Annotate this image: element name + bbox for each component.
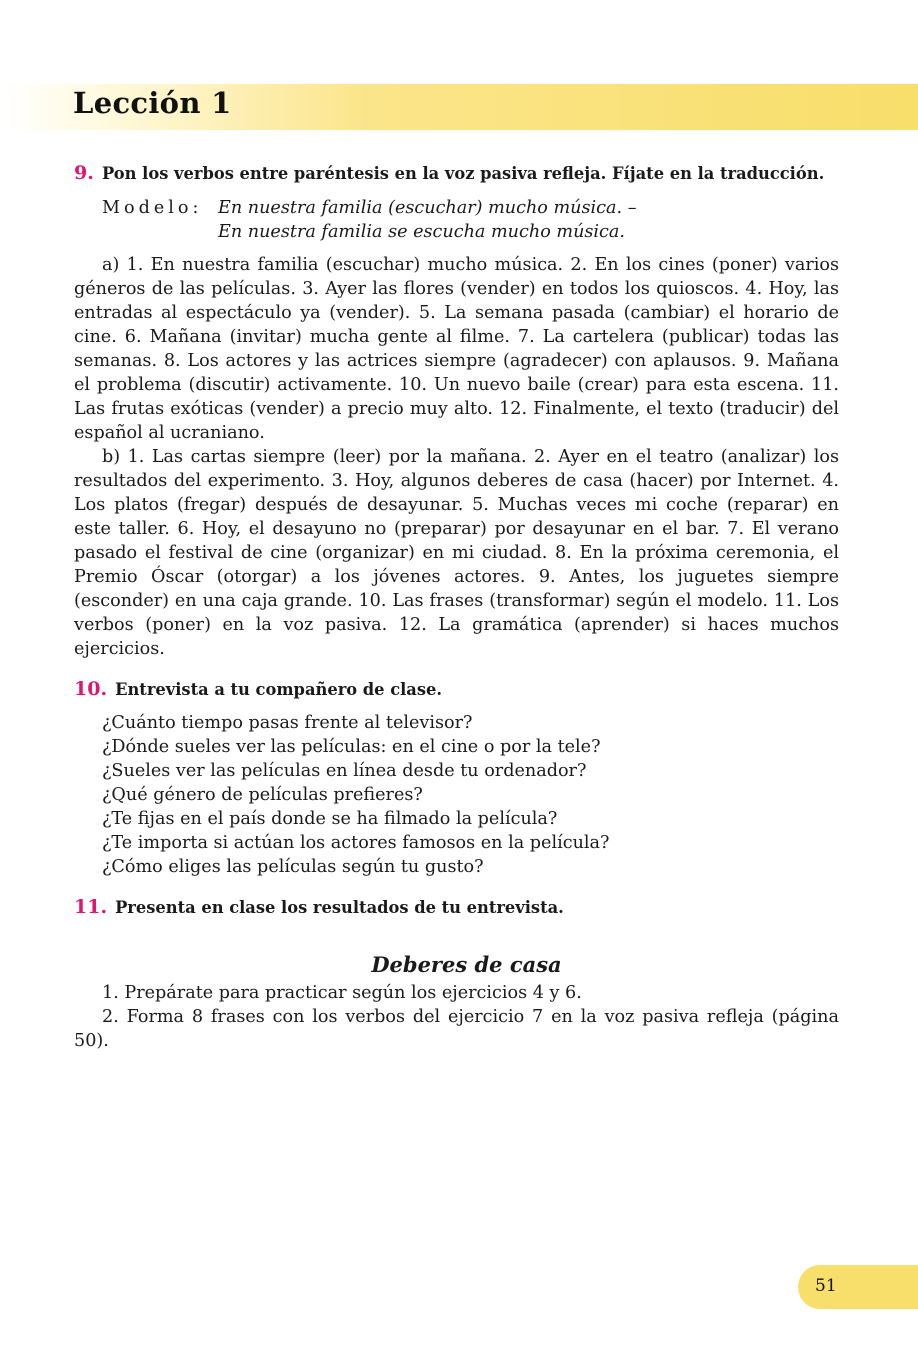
question-item: ¿Te fijas en el país donde se ha filmado la película? [102, 809, 558, 829]
model-label: Modelo: [102, 198, 203, 218]
exercise-instruction: Pon los verbos entre paréntesis en la voz pasiva refleja. Fíjate en la traducción. [102, 164, 825, 183]
model-line: En nuestra familia (escuchar) mucho música. – [218, 198, 637, 218]
question-item: ¿Sueles ver las películas en línea desde tu ordenador? [102, 761, 587, 781]
model-line: En nuestra familia se escucha mucho música. [218, 222, 625, 242]
exercise-9-heading [74, 162, 839, 185]
exercise-number: 9. [74, 162, 94, 184]
homework-title: Deberes de casa [371, 952, 562, 977]
exercise-9-part-b: b) 1. Las cartas siempre (leer) por la mañana. 2. Ayer en el teatro (analizar) los resultados del experimento. 3. Hoy, algunos deberes de casa (hacer) por Internet. 4. Los platos (fregar) después de desayunar. 5. Muchas veces mi coche (reparar) en este taller. 6. Hoy, el desayuno no (preparar) por desayunar en el bar. 7. El verano pasado el festival de cine (organizar) en mi ciudad. 8. En la próxima ceremonia, el Premio Óscar (otorgar) a los jóvenes actores. 9. Antes, los juguetes siempre (esconder) en una caja grande. 10. Las frases (transformar) según el modelo. 11. Los verbos (poner) en la voz pasiva. 12. La gramática (aprender) si haces muchos ejercicios. [74, 447, 839, 659]
exercise-instruction: Entrevista a tu compañero de clase. [115, 680, 443, 699]
exercise-10 [74, 678, 839, 879]
question-list [74, 711, 839, 879]
exercise-number: 10. [74, 678, 108, 700]
page-content [74, 162, 839, 1053]
model-example [74, 196, 839, 244]
exercise-11 [74, 896, 839, 919]
model-lines [218, 196, 637, 244]
exercise-10-heading [74, 678, 839, 701]
question-item: ¿Te importa si actúan los actores famosos en la película? [102, 833, 610, 853]
question-item: ¿Cómo eliges las películas según tu gusto? [102, 857, 484, 877]
exercise-instruction: Presenta en clase los resultados de tu entrevista. [115, 898, 564, 917]
exercise-9-part-a: a) 1. En nuestra familia (escuchar) mucho música. 2. En los cines (poner) varios géneros de las películas. 3. Ayer las flores (vender) en todos los quioscos. 4. Hoy, las entradas al espectáculo ya (vender). 5. La semana pasada (cambiar) el horario de cine. 6. Mañana (invitar) mucha gente al filme. 7. La cartelera (publicar) todas las semanas. 8. Los actores y las actrices siempre (agradecer) con aplausos. 9. Mañana el problema (discutir) activamente. 10. Un nuevo baile (crear) para esta escena. 11. Las frutas exóticas (vender) a precio muy alto. 12. Finalmente, el texto (traducir) del español al ucraniano. [74, 255, 839, 443]
exercise-number: 11. [74, 896, 108, 918]
question-item: ¿Qué género de películas prefieres? [102, 785, 423, 805]
homework-item: 2. Forma 8 frases con los verbos del ejercicio 7 en la voz pasiva refleja (página 50). [74, 1007, 839, 1051]
exercise-11-heading [74, 896, 839, 919]
page-number: 51 [815, 1276, 837, 1296]
homework-item: 1. Prepárate para practicar según los ejercicios 4 y 6. [102, 983, 582, 1003]
question-item: ¿Dónde sueles ver las películas: en el cine o por la tele? [102, 737, 601, 757]
question-item: ¿Cuánto tiempo pasas frente al televisor? [102, 713, 473, 733]
lesson-title: Lección 1 [73, 86, 232, 120]
